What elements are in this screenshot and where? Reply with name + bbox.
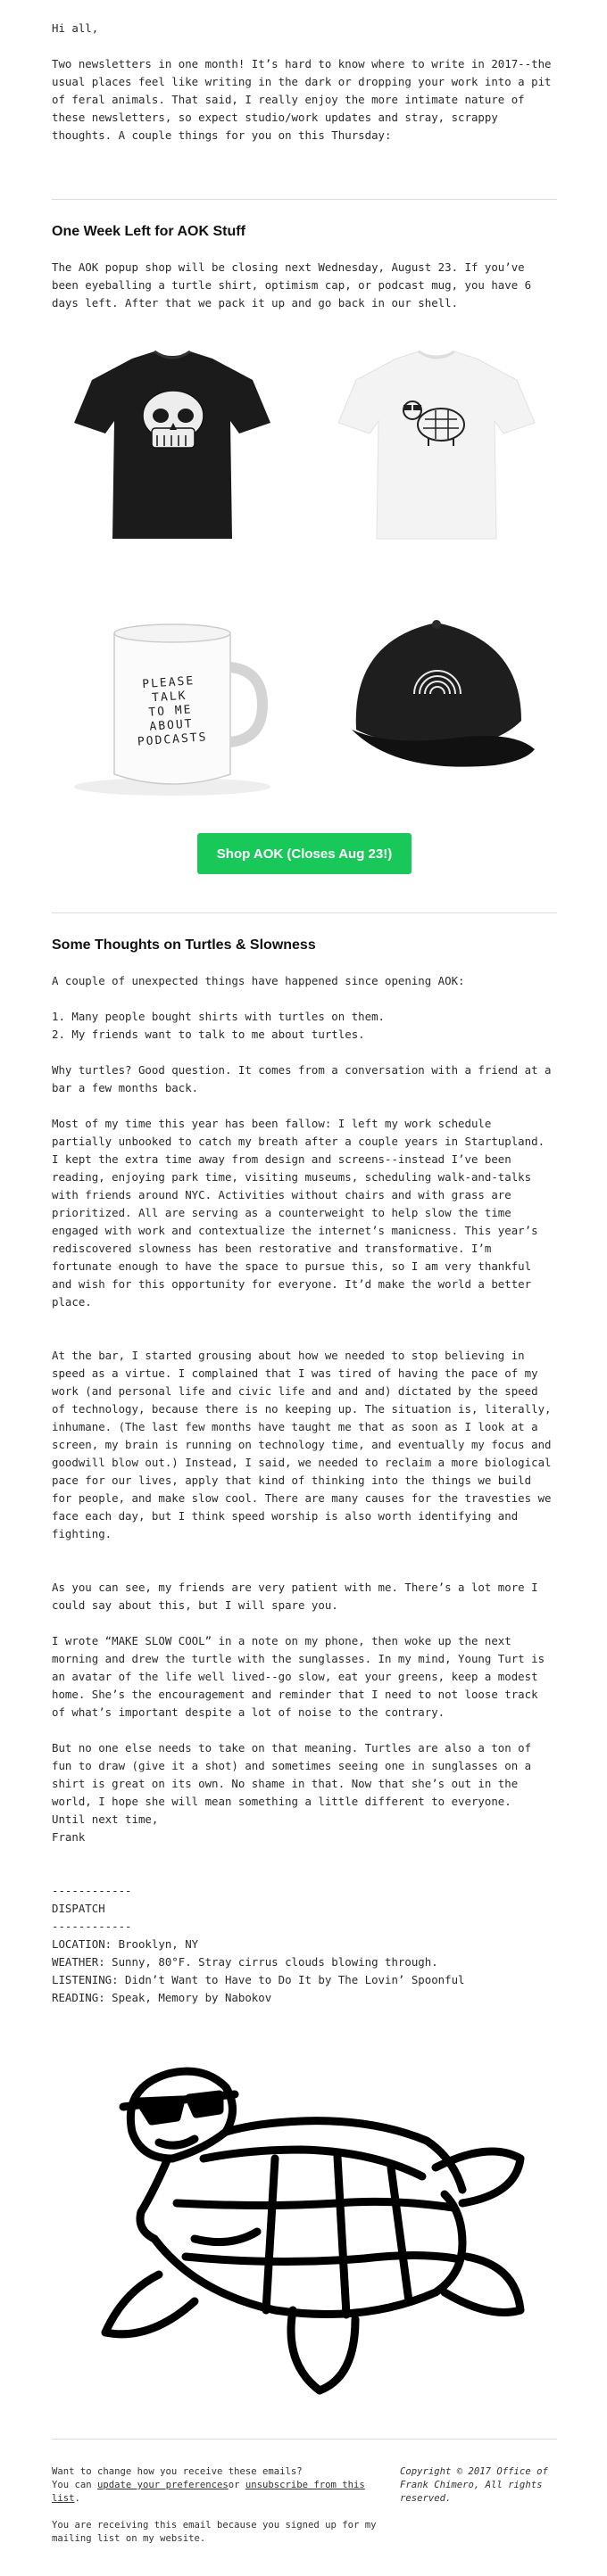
dispatch-location: LOCATION: Brooklyn, NY <box>52 1937 199 1951</box>
turtles-list-item: 1. Many people bought shirts with turtles on them. <box>52 1010 385 1023</box>
mug-text-line: TALK <box>151 689 187 706</box>
turtles-paragraph: I wrote “MAKE SLOW COOL” in a note on my phone, then woke up the next morning and drew the turtle with the sunglasses. In my mind, Young Turt is an avatar of the life well lived--go slow, eat your greens, keep a modest home. She’s the encouragement and reminder that I need to not loose track of what’s important despite a lot of noise to the contrary. <box>52 1634 545 1719</box>
dispatch-listening: LISTENING: Didn’t Want to Have to Do It by The Lovin’ Spoonful <box>52 1973 465 1986</box>
author-name: Frank <box>52 1830 86 1844</box>
divider <box>52 912 557 913</box>
footer-period: . <box>74 2493 80 2504</box>
turtles-paragraph: But no one else needs to take on that meaning. Turtles are also a ton of fun to draw (give it a shot) and sometimes seeing one in sunglasses on a shirt is great on its own. No shame in that. Now that she’s out in the world, I hope she will mean something a little different to everyone. <box>52 1741 532 1808</box>
signoff: Until next time, <box>52 1812 159 1826</box>
shop-aok-button[interactable]: Shop AOK (Closes Aug 23!) <box>197 833 412 874</box>
divider <box>52 199 557 200</box>
footer-links <box>52 2479 382 2506</box>
mug-text-line: PODCASTS <box>137 731 208 749</box>
turtles-list-item: 2. My friends want to talk to me about turtles. <box>52 1028 365 1041</box>
dispatch-title: DISPATCH <box>52 1902 105 1915</box>
footer-or: or <box>228 2480 245 2490</box>
skull-tshirt-image[interactable] <box>52 343 293 548</box>
dispatch-divider: ------------ <box>52 1884 132 1897</box>
turtles-paragraph: Most of my time this year has been fallow: I left my work schedule partially unbooked to catch my breath after a couple years in Startupland. I kept the extra time away from design and screens--instead I’ve been reading, enjoying park time, visiting museums, scheduling walk-and-talks with friends around NYC. Activities without chairs and with grass are prioritized. All are serving as a counterweight to help slow the time engaged with work and contextualize the internet’s manicness. This year’s rediscovered slowness has been restorative and transformative. I’m fortunate enough to have the space to pursue this, so I am very thankful and wish for this opportunity for everyone. It’d make the world a better place. <box>52 1117 545 1309</box>
mug-print <box>119 673 221 750</box>
footer-reason: You are receiving this email because you signed up for my mailing list on my website. <box>52 2520 377 2544</box>
intro-paragraph: Two newsletters in one month! It’s hard to know where to write in 2017--the usual places feel like writing in the dark or dropping your work into a pit of feral animals. That said, I really enjoy the more intimate nature of these newsletters, so expect studio/work updates and stray, scrappy thoughts. A couple things for you on this Thursday: <box>52 57 552 142</box>
mug-text-line: TO ME <box>147 703 193 720</box>
dispatch-reading: READING: Speak, Memory by Nabokov <box>52 1991 272 2004</box>
turtle-tshirt-image[interactable] <box>316 343 557 548</box>
turtles-paragraph: At the bar, I started grousing about how we needed to stop believing in speed as a virtue. I complained that I was tired of having the pace of my work (and personal life and civic life and and and) dictated by the speed of technology, because there is no keeping up. The situation is, literally, inhumane. (The last few months have taught me that as soon as I look at a screen, my brain is running on technology time, and eventually my focus and goodwill blow out.) Instead, I said, we needed to reclaim a more biological pace for our lives, apply that kind of thinking into the things we build for people, and make slow cool. There are many causes for the travesties we face each day, but I think speed worship is also worth identifying and fighting. <box>52 1349 552 1540</box>
aok-paragraph: The AOK popup shop will be closing next Wednesday, August 23. If you’ve been eyeballing a turtle shirt, optimism cap, or podcast mug, you have 6 days left. After that we pack it up and go back in our shell. <box>52 260 532 310</box>
footer-preferences <box>52 2465 382 2546</box>
footer-copyright: Copyright © 2017 Office of Frank Chimero, All rights reserved. <box>400 2466 548 2504</box>
turtles-paragraph: Why turtles? Good question. It comes from a conversation with a friend at a bar a few months back. <box>52 1063 552 1094</box>
turtles-paragraph: As you can see, my friends are very patient with me. There’s a lot more I could say about this, but I will spare you. <box>52 1581 538 1612</box>
podcast-mug-image[interactable] <box>52 596 293 801</box>
optimism-cap-image[interactable] <box>316 596 557 801</box>
section-heading-aok: One Week Left for AOK Stuff <box>52 224 245 239</box>
turtle-with-sunglasses-drawing <box>70 2025 534 2417</box>
greeting: Hi all, <box>52 21 99 35</box>
footer-question: Want to change how you receive these emails? <box>52 2466 303 2477</box>
update-preferences-link[interactable]: update your preferences <box>97 2480 229 2490</box>
footer-you-can: You can <box>52 2480 98 2490</box>
footer-divider <box>52 2439 557 2440</box>
mug-text-line: PLEASE <box>141 674 195 692</box>
mug-text-line: ABOUT <box>149 717 195 734</box>
dispatch-divider: ------------ <box>52 1920 132 1933</box>
turtles-intro: A couple of unexpected things have happened since opening AOK: <box>52 974 465 987</box>
section-heading-turtles: Some Thoughts on Turtles & Slowness <box>52 937 316 953</box>
unsubscribe-link[interactable]: unsubscribe from this list <box>52 2480 365 2504</box>
dispatch-weather: WEATHER: Sunny, 80°F. Stray cirrus clouds blowing through. <box>52 1955 438 1969</box>
